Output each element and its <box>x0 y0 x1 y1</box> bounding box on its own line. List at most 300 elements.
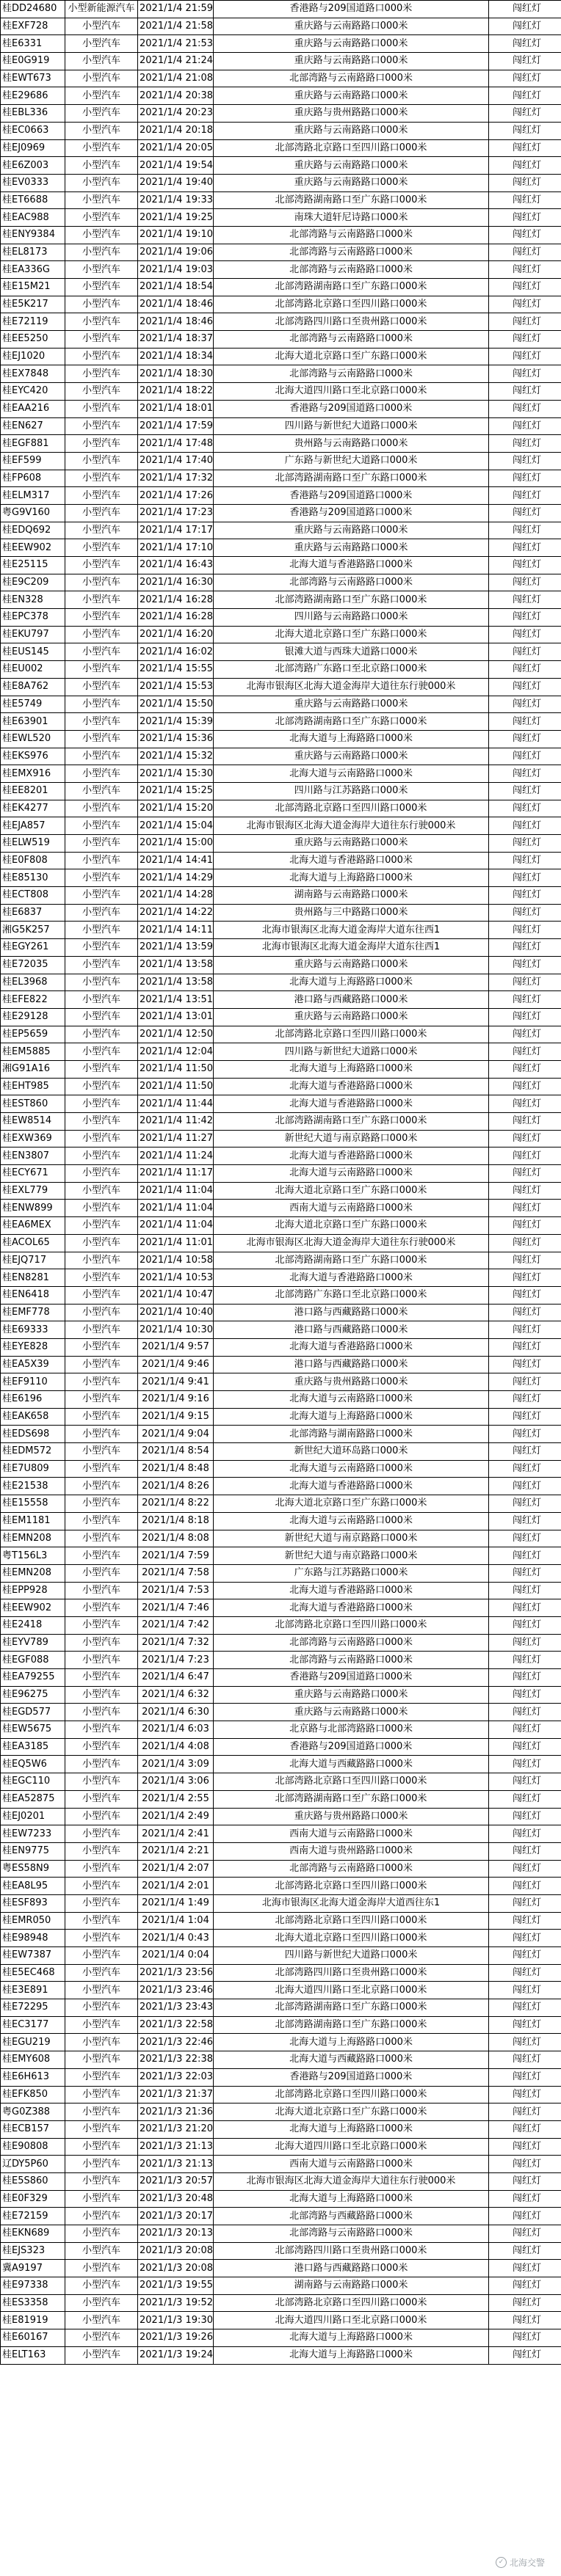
violation-cell: 闯红灯 <box>489 35 561 53</box>
datetime-cell: 2021/1/4 10:47 <box>138 1286 214 1304</box>
table-row <box>1 174 561 191</box>
datetime-cell: 2021/1/4 11:42 <box>138 1113 214 1131</box>
violation-cell: 闯红灯 <box>489 539 561 557</box>
location-cell: 重庆路与云南路路口000米 <box>214 1686 489 1704</box>
plate-number-cell: 桂EN8281 <box>1 1269 65 1287</box>
table-row <box>1 730 561 748</box>
table-row <box>1 1860 561 1878</box>
location-cell: 北部湾路广东路口至北京路口000米 <box>214 661 489 679</box>
location-cell: 北海市银海区北海大道金海岸大道东往西1 <box>214 922 489 939</box>
vehicle-type-cell: 小型汽车 <box>65 1165 138 1183</box>
violation-cell: 闯红灯 <box>489 105 561 123</box>
datetime-cell: 2021/1/4 8:48 <box>138 1460 214 1478</box>
violation-cell: 闯红灯 <box>489 1356 561 1373</box>
table-row <box>1 939 561 957</box>
location-cell: 北海大道与香港路路口000米 <box>214 1078 489 1095</box>
plate-number-cell: 桂EAC988 <box>1 209 65 227</box>
vehicle-type-cell: 小型汽车 <box>65 643 138 661</box>
vehicle-type-cell: 小型汽车 <box>65 2208 138 2225</box>
table-row <box>1 869 561 887</box>
table-row <box>1 2294 561 2312</box>
table-row <box>1 2104 561 2121</box>
vehicle-type-cell: 小型汽车 <box>65 417 138 435</box>
location-cell: 北海大道北京路口至广东路口000米 <box>214 2104 489 2121</box>
table-row <box>1 1269 561 1287</box>
violation-cell: 闯红灯 <box>489 1 561 18</box>
datetime-cell: 2021/1/4 18:30 <box>138 365 214 383</box>
vehicle-type-cell: 小型汽车 <box>65 1860 138 1878</box>
plate-number-cell: 桂ES3358 <box>1 2294 65 2312</box>
table-row <box>1 1738 561 1756</box>
location-cell: 北部湾路北京路口至四川路口000米 <box>214 1616 489 1634</box>
violation-cell: 闯红灯 <box>489 643 561 661</box>
vehicle-type-cell: 小型汽车 <box>65 956 138 974</box>
plate-number-cell: 桂EF599 <box>1 452 65 470</box>
violation-cell: 闯红灯 <box>489 191 561 209</box>
plate-number-cell: 桂EX7848 <box>1 365 65 383</box>
violation-cell: 闯红灯 <box>489 2225 561 2243</box>
location-cell: 北部湾路与云南路路口000米 <box>214 244 489 261</box>
vehicle-type-cell: 小型汽车 <box>65 209 138 227</box>
plate-number-cell: 湘G5K257 <box>1 922 65 939</box>
location-cell: 北部湾路四川路口至贵州路口000米 <box>214 2242 489 2260</box>
vehicle-type-cell: 小型汽车 <box>65 1721 138 1739</box>
datetime-cell: 2021/1/4 16:20 <box>138 626 214 643</box>
violation-cell: 闯红灯 <box>489 522 561 539</box>
vehicle-type-cell: 小型汽车 <box>65 1790 138 1808</box>
table-row <box>1 1686 561 1704</box>
vehicle-type-cell: 小型汽车 <box>65 696 138 713</box>
location-cell: 重庆路与贵州路路口000米 <box>214 1808 489 1825</box>
plate-number-cell: 桂EXW369 <box>1 1130 65 1147</box>
table-row <box>1 470 561 487</box>
datetime-cell: 2021/1/4 6:03 <box>138 1721 214 1739</box>
table-row <box>1 748 561 765</box>
table-row <box>1 1878 561 1895</box>
location-cell: 北海大道与上海路路口000米 <box>214 1060 489 1078</box>
violation-cell: 闯红灯 <box>489 2242 561 2260</box>
location-cell: 港口路与西藏路路口000米 <box>214 991 489 1009</box>
plate-number-cell: 桂E98948 <box>1 1930 65 1947</box>
datetime-cell: 2021/1/4 7:42 <box>138 1616 214 1634</box>
vehicle-type-cell: 小型汽车 <box>65 452 138 470</box>
location-cell: 北海市银海区北海大道金海岸大道往东行驶000米 <box>214 817 489 835</box>
table-row <box>1 105 561 123</box>
location-cell: 北海大道与香港路路口000米 <box>214 1338 489 1356</box>
violation-cell: 闯红灯 <box>489 1547 561 1565</box>
datetime-cell: 2021/1/4 15:53 <box>138 678 214 696</box>
vehicle-type-cell: 小型汽车 <box>65 1408 138 1426</box>
vehicle-type-cell: 小型汽车 <box>65 2138 138 2156</box>
datetime-cell: 2021/1/4 6:30 <box>138 1704 214 1721</box>
violation-cell: 闯红灯 <box>489 1634 561 1652</box>
plate-number-cell: 桂EGC110 <box>1 1773 65 1791</box>
table-row <box>1 1234 561 1252</box>
table-row <box>1 1825 561 1843</box>
datetime-cell: 2021/1/4 17:10 <box>138 539 214 557</box>
datetime-cell: 2021/1/3 19:26 <box>138 2329 214 2347</box>
plate-number-cell: 桂EDM572 <box>1 1443 65 1461</box>
violation-cell: 闯红灯 <box>489 2346 561 2364</box>
violation-cell: 闯红灯 <box>489 557 561 574</box>
vehicle-type-cell: 小型汽车 <box>65 678 138 696</box>
location-cell: 重庆路与云南路路口000米 <box>214 53 489 70</box>
datetime-cell: 2021/1/4 17:23 <box>138 504 214 522</box>
violation-cell: 闯红灯 <box>489 1130 561 1147</box>
datetime-cell: 2021/1/4 14:28 <box>138 887 214 905</box>
vehicle-type-cell: 小型汽车 <box>65 1182 138 1200</box>
datetime-cell: 2021/1/4 8:18 <box>138 1512 214 1530</box>
violation-cell: 闯红灯 <box>489 1200 561 1217</box>
violation-cell: 闯红灯 <box>489 696 561 713</box>
violation-cell: 闯红灯 <box>489 1930 561 1947</box>
datetime-cell: 2021/1/3 21:13 <box>138 2156 214 2173</box>
location-cell: 北海大道与香港路路口000米 <box>214 1147 489 1165</box>
plate-number-cell: 粤ES58N9 <box>1 1860 65 1878</box>
plate-number-cell: 桂E6H613 <box>1 2068 65 2086</box>
location-cell: 北部湾路湖南路口至广东路口000米 <box>214 1790 489 1808</box>
table-row <box>1 2190 561 2208</box>
location-cell: 北海大道四川路口至北京路口000米 <box>214 383 489 401</box>
violation-cell: 闯红灯 <box>489 1599 561 1617</box>
table-row <box>1 296 561 313</box>
violation-cell: 闯红灯 <box>489 1304 561 1321</box>
violation-cell: 闯红灯 <box>489 1860 561 1878</box>
vehicle-type-cell: 小型汽车 <box>65 1252 138 1269</box>
location-cell: 北海市银海区北海大道金海岸大道往东行驶000米 <box>214 678 489 696</box>
datetime-cell: 2021/1/4 18:22 <box>138 383 214 401</box>
location-cell: 北海大道北京路口至广东路口000米 <box>214 1495 489 1513</box>
vehicle-type-cell: 小型汽车 <box>65 1478 138 1495</box>
violation-cell: 闯红灯 <box>489 1060 561 1078</box>
location-cell: 港口路与西藏路路口000米 <box>214 2260 489 2277</box>
vehicle-type-cell: 小型汽车 <box>65 365 138 383</box>
violation-cell: 闯红灯 <box>489 1721 561 1739</box>
violation-cell: 闯红灯 <box>489 1652 561 1669</box>
datetime-cell: 2021/1/4 10:58 <box>138 1252 214 1269</box>
datetime-cell: 2021/1/4 15:32 <box>138 748 214 765</box>
location-cell: 重庆路与云南路路口000米 <box>214 1008 489 1026</box>
vehicle-type-cell: 小型汽车 <box>65 1982 138 1999</box>
vehicle-type-cell: 小型汽车 <box>65 296 138 313</box>
plate-number-cell: 桂E63901 <box>1 713 65 731</box>
plate-number-cell: 桂ELW519 <box>1 835 65 853</box>
location-cell: 北海市银海区北海大道金海岸大道东往西1 <box>214 939 489 957</box>
violation-cell: 闯红灯 <box>489 591 561 609</box>
datetime-cell: 2021/1/3 19:24 <box>138 2346 214 2364</box>
table-row <box>1 2225 561 2243</box>
plate-number-cell: 桂EKU797 <box>1 626 65 643</box>
table-row <box>1 1964 561 1982</box>
vehicle-type-cell: 小型汽车 <box>65 1026 138 1043</box>
plate-number-cell: 桂E21538 <box>1 1478 65 1495</box>
plate-number-cell: 桂EBL336 <box>1 105 65 123</box>
table-row <box>1 1373 561 1391</box>
table-row <box>1 1 561 18</box>
vehicle-type-cell: 小型汽车 <box>65 591 138 609</box>
plate-number-cell: 桂ECB157 <box>1 2120 65 2138</box>
plate-number-cell: 桂EYC420 <box>1 383 65 401</box>
violation-cell: 闯红灯 <box>489 1530 561 1547</box>
table-row <box>1 713 561 731</box>
location-cell: 北海市银海区北海大道金海岸大道往东行驶000米 <box>214 1234 489 1252</box>
table-row <box>1 817 561 835</box>
location-cell: 香港路与209国道路口000米 <box>214 1669 489 1687</box>
datetime-cell: 2021/1/4 19:10 <box>138 226 214 244</box>
vehicle-type-cell: 小型汽车 <box>65 1999 138 2017</box>
vehicle-type-cell: 小型汽车 <box>65 331 138 349</box>
violation-cell: 闯红灯 <box>489 887 561 905</box>
plate-number-cell: 桂EL3968 <box>1 974 65 991</box>
datetime-cell: 2021/1/4 11:24 <box>138 1147 214 1165</box>
violation-cell: 闯红灯 <box>489 487 561 505</box>
vehicle-type-cell: 小型汽车 <box>65 1217 138 1235</box>
table-row <box>1 1060 561 1078</box>
violation-cell: 闯红灯 <box>489 852 561 869</box>
location-cell: 港口路与西藏路路口000米 <box>214 1321 489 1339</box>
datetime-cell: 2021/1/4 11:27 <box>138 1130 214 1147</box>
location-cell: 北海大道北京路口至广东路口000米 <box>214 348 489 365</box>
location-cell: 西南大道与贵州路路口000米 <box>214 1842 489 1860</box>
vehicle-type-cell: 小型汽车 <box>65 1878 138 1895</box>
table-row <box>1 1478 561 1495</box>
location-cell: 四川路与新世纪大道路口000米 <box>214 417 489 435</box>
vehicle-type-cell: 小型汽车 <box>65 1269 138 1287</box>
plate-number-cell: 桂EA8L95 <box>1 1878 65 1895</box>
plate-number-cell: 桂E6331 <box>1 35 65 53</box>
plate-number-cell: 桂EC3177 <box>1 2016 65 2034</box>
location-cell: 北部湾路北京路口至四川路口000米 <box>214 2086 489 2104</box>
vehicle-type-cell: 小型汽车 <box>65 2225 138 2243</box>
vehicle-type-cell: 小型汽车 <box>65 661 138 679</box>
datetime-cell: 2021/1/4 7:58 <box>138 1564 214 1582</box>
table-row <box>1 1095 561 1113</box>
plate-number-cell: 桂EV0333 <box>1 174 65 191</box>
table-row <box>1 365 561 383</box>
violation-cell: 闯红灯 <box>489 139 561 157</box>
datetime-cell: 2021/1/4 4:08 <box>138 1738 214 1756</box>
location-cell: 北海大道北京路口至广东路口000米 <box>214 1182 489 1200</box>
table-row <box>1 400 561 417</box>
vehicle-type-cell: 小型汽车 <box>65 991 138 1009</box>
table-row <box>1 1512 561 1530</box>
plate-number-cell: 桂EAA216 <box>1 400 65 417</box>
vehicle-type-cell: 小型汽车 <box>65 1964 138 1982</box>
location-cell: 北部湾路北京路口至四川路口000米 <box>214 1026 489 1043</box>
plate-number-cell: 桂ESF893 <box>1 1894 65 1912</box>
table-row <box>1 2156 561 2173</box>
location-cell: 北部湾路北京路口至四川路口000米 <box>214 1773 489 1791</box>
plate-number-cell: 桂EJ0969 <box>1 139 65 157</box>
datetime-cell: 2021/1/4 21:24 <box>138 53 214 70</box>
location-cell: 新世纪大道与南京路路口000米 <box>214 1130 489 1147</box>
datetime-cell: 2021/1/4 0:04 <box>138 1947 214 1965</box>
table-row <box>1 1982 561 1999</box>
table-row <box>1 1721 561 1739</box>
violation-cell: 闯红灯 <box>489 417 561 435</box>
location-cell: 北海大道四川路口至北京路口000米 <box>214 2138 489 2156</box>
vehicle-type-cell: 小型汽车 <box>65 626 138 643</box>
location-cell: 北部湾路与云南路路口000米 <box>214 1634 489 1652</box>
violation-cell: 闯红灯 <box>489 53 561 70</box>
vehicle-type-cell: 小型汽车 <box>65 713 138 731</box>
datetime-cell: 2021/1/4 7:46 <box>138 1599 214 1617</box>
vehicle-type-cell: 小型汽车 <box>65 765 138 783</box>
datetime-cell: 2021/1/4 8:08 <box>138 1530 214 1547</box>
vehicle-type-cell: 小型汽车 <box>65 487 138 505</box>
plate-number-cell: 桂EAK658 <box>1 1408 65 1426</box>
violation-cell: 闯红灯 <box>489 1391 561 1409</box>
location-cell: 北海大道与云南路路口000米 <box>214 1460 489 1478</box>
vehicle-type-cell: 小型汽车 <box>65 70 138 87</box>
datetime-cell: 2021/1/4 9:15 <box>138 1408 214 1426</box>
table-row <box>1 313 561 331</box>
location-cell: 重庆路与云南路路口000米 <box>214 157 489 175</box>
vehicle-type-cell: 小型汽车 <box>65 1321 138 1339</box>
vehicle-type-cell: 小型汽车 <box>65 1078 138 1095</box>
violation-cell: 闯红灯 <box>489 1704 561 1721</box>
table-row <box>1 1304 561 1321</box>
plate-number-cell: 桂EU002 <box>1 661 65 679</box>
location-cell: 北部湾路与云南路路口000米 <box>214 1860 489 1878</box>
plate-number-cell: 桂E85130 <box>1 869 65 887</box>
violation-cell: 闯红灯 <box>489 1008 561 1026</box>
location-cell: 重庆路与云南路路口000米 <box>214 18 489 35</box>
location-cell: 银滩大道与西珠大道路口000米 <box>214 643 489 661</box>
datetime-cell: 2021/1/4 14:29 <box>138 869 214 887</box>
location-cell: 北部湾路湖南路口至广东路口000米 <box>214 1113 489 1131</box>
plate-number-cell: 桂EKS976 <box>1 748 65 765</box>
violation-cell: 闯红灯 <box>489 1043 561 1061</box>
plate-number-cell: 桂FP608 <box>1 470 65 487</box>
plate-number-cell: 桂EWL520 <box>1 730 65 748</box>
datetime-cell: 2021/1/4 2:41 <box>138 1825 214 1843</box>
table-row <box>1 2138 561 2156</box>
vehicle-type-cell: 小型汽车 <box>65 122 138 139</box>
violation-cell: 闯红灯 <box>489 678 561 696</box>
datetime-cell: 2021/1/4 21:58 <box>138 18 214 35</box>
vehicle-type-cell: 小型汽车 <box>65 869 138 887</box>
table-row <box>1 504 561 522</box>
datetime-cell: 2021/1/4 15:55 <box>138 661 214 679</box>
plate-number-cell: 桂ACOL65 <box>1 1234 65 1252</box>
plate-number-cell: 桂EN6418 <box>1 1286 65 1304</box>
violation-cell: 闯红灯 <box>489 348 561 365</box>
table-row <box>1 1564 561 1582</box>
location-cell: 北海大道北京路口至广东路口000米 <box>214 1217 489 1235</box>
table-row <box>1 1356 561 1373</box>
table-row <box>1 1912 561 1930</box>
datetime-cell: 2021/1/4 20:18 <box>138 122 214 139</box>
vehicle-type-cell: 小型汽车 <box>65 2172 138 2190</box>
location-cell: 北海大道与上海路路口000米 <box>214 1408 489 1426</box>
datetime-cell: 2021/1/3 22:03 <box>138 2068 214 2086</box>
plate-number-cell: 桂EN328 <box>1 591 65 609</box>
datetime-cell: 2021/1/4 1:04 <box>138 1912 214 1930</box>
location-cell: 湖南路与云南路路口000米 <box>214 887 489 905</box>
plate-number-cell: 桂EP5659 <box>1 1026 65 1043</box>
table-row <box>1 244 561 261</box>
datetime-cell: 2021/1/4 21:59 <box>138 1 214 18</box>
plate-number-cell: 桂EEW902 <box>1 539 65 557</box>
violation-cell: 闯红灯 <box>489 2120 561 2138</box>
location-cell: 重庆路与云南路路口000米 <box>214 1704 489 1721</box>
violation-cell: 闯红灯 <box>489 1252 561 1269</box>
datetime-cell: 2021/1/3 22:46 <box>138 2034 214 2051</box>
plate-number-cell: 桂EC0663 <box>1 122 65 139</box>
violation-cell: 闯红灯 <box>489 2329 561 2347</box>
location-cell: 北海大道与云南路路口000米 <box>214 1391 489 1409</box>
datetime-cell: 2021/1/4 19:40 <box>138 174 214 191</box>
plate-number-cell: 桂EMY608 <box>1 2051 65 2069</box>
datetime-cell: 2021/1/3 21:36 <box>138 2104 214 2121</box>
vehicle-type-cell: 小型汽车 <box>65 1130 138 1147</box>
datetime-cell: 2021/1/4 7:59 <box>138 1547 214 1565</box>
table-row <box>1 1147 561 1165</box>
violation-cell: 闯红灯 <box>489 279 561 296</box>
plate-number-cell: 桂ENW899 <box>1 1200 65 1217</box>
datetime-cell: 2021/1/4 15:50 <box>138 696 214 713</box>
datetime-cell: 2021/1/4 18:46 <box>138 296 214 313</box>
table-row <box>1 1930 561 1947</box>
violation-cell: 闯红灯 <box>489 1964 561 1982</box>
datetime-cell: 2021/1/3 20:48 <box>138 2190 214 2208</box>
violation-cell: 闯红灯 <box>489 956 561 974</box>
vehicle-type-cell: 小型汽车 <box>65 2120 138 2138</box>
violation-cell: 闯红灯 <box>489 1182 561 1200</box>
table-row <box>1 279 561 296</box>
table-row <box>1 1182 561 1200</box>
table-row <box>1 782 561 800</box>
vehicle-type-cell: 小型汽车 <box>65 1043 138 1061</box>
vehicle-type-cell: 小型汽车 <box>65 1894 138 1912</box>
violation-cell: 闯红灯 <box>489 1165 561 1183</box>
table-row <box>1 887 561 905</box>
location-cell: 北部湾路湖南路口至广东路口000米 <box>214 591 489 609</box>
vehicle-type-cell: 小型汽车 <box>65 574 138 591</box>
location-cell: 北部湾路与云南路路口000米 <box>214 365 489 383</box>
datetime-cell: 2021/1/4 9:57 <box>138 1338 214 1356</box>
violation-cell: 闯红灯 <box>489 365 561 383</box>
plate-number-cell: 桂EPC378 <box>1 609 65 627</box>
datetime-cell: 2021/1/4 15:20 <box>138 800 214 817</box>
plate-number-cell: 桂EL8173 <box>1 244 65 261</box>
violation-cell: 闯红灯 <box>489 209 561 227</box>
plate-number-cell: 桂E3E891 <box>1 1982 65 1999</box>
plate-number-cell: 桂E72159 <box>1 2208 65 2225</box>
vehicle-type-cell: 小型新能源汽车 <box>65 1 138 18</box>
plate-number-cell: 桂EGU219 <box>1 2034 65 2051</box>
table-row <box>1 696 561 713</box>
location-cell: 香港路与209国道路口000米 <box>214 487 489 505</box>
vehicle-type-cell: 小型汽车 <box>65 1756 138 1773</box>
violation-cell: 闯红灯 <box>489 70 561 87</box>
plate-number-cell: 粤G9V160 <box>1 504 65 522</box>
datetime-cell: 2021/1/4 21:08 <box>138 70 214 87</box>
datetime-cell: 2021/1/4 17:59 <box>138 417 214 435</box>
datetime-cell: 2021/1/3 22:38 <box>138 2051 214 2069</box>
table-row <box>1 1495 561 1513</box>
vehicle-type-cell: 小型汽车 <box>65 1669 138 1687</box>
datetime-cell: 2021/1/3 21:37 <box>138 2086 214 2104</box>
vehicle-type-cell: 小型汽车 <box>65 1842 138 1860</box>
violation-cell: 闯红灯 <box>489 609 561 627</box>
plate-number-cell: 桂ET6688 <box>1 191 65 209</box>
plate-number-cell: 桂EMN208 <box>1 1564 65 1582</box>
vehicle-type-cell: 小型汽车 <box>65 1060 138 1078</box>
datetime-cell: 2021/1/4 7:32 <box>138 1634 214 1652</box>
plate-number-cell: 桂E69333 <box>1 1321 65 1339</box>
